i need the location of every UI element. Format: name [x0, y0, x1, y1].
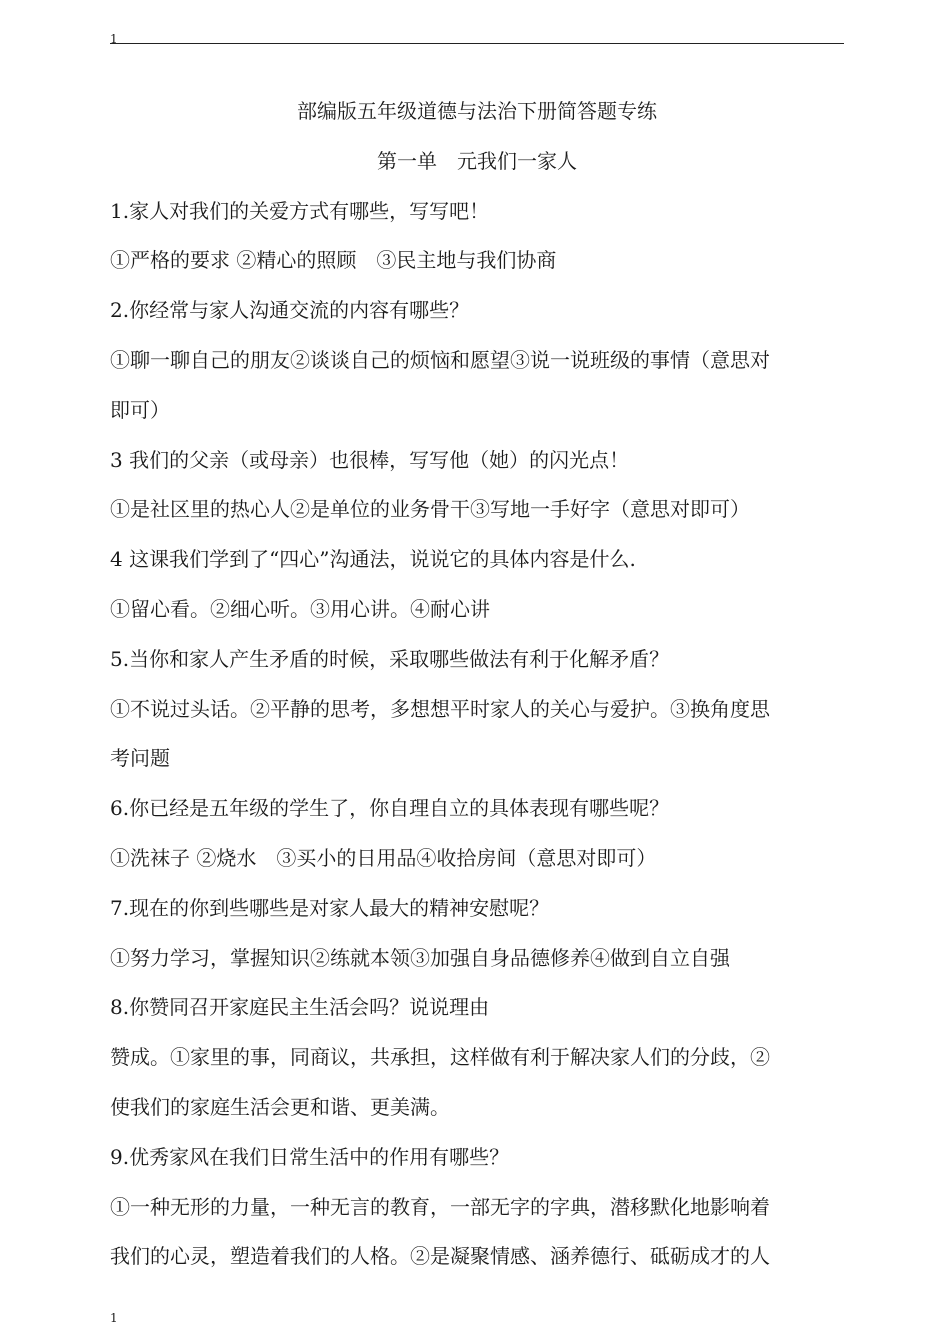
answer-2-line-1: ①聊一聊自己的朋友②谈谈自己的烦恼和愿望③说一说班级的事情（意思对 — [110, 347, 770, 372]
answer-9-line-1: ①一种无形的力量，一种无言的教育，一部无字的字典，潜移默化地影响着 — [110, 1194, 770, 1219]
answer-2-line-2: 即可） — [110, 397, 170, 422]
answer-4: ①留心看。②细心听。③用心讲。④耐心讲 — [110, 596, 490, 621]
answer-7: ①努力学习，掌握知识②练就本领③加强自身品德修养④做到自立自强 — [110, 945, 730, 970]
header-rule — [110, 43, 844, 44]
answer-5-line-2: 考问题 — [110, 746, 170, 771]
question-6: 6.你已经是五年级的学生了，你自理自立的具体表现有哪些呢？ — [110, 796, 670, 821]
footer-page-number: 1 — [110, 1311, 118, 1325]
answer-5-line-1: ①不说过头话。②平静的思考，多想想平时家人的关心与爱护。③换角度思 — [110, 696, 770, 721]
question-2: 2.你经常与家人沟通交流的内容有哪些？ — [110, 298, 470, 323]
question-1: 1.家人对我们的关爱方式有哪些，写写吧！ — [110, 198, 490, 223]
unit-heading: 第一单 元我们一家人 — [377, 148, 577, 173]
header-page-number: 1 — [110, 32, 118, 46]
question-7: 7.现在的你到些哪些是对家人最大的精神安慰呢？ — [110, 895, 550, 920]
answer-1: ①严格的要求 ②精心的照顾 ③民主地与我们协商 — [110, 248, 557, 273]
answer-6: ①洗袜子 ②烧水 ③买小的日用品④收拾房间（意思对即可） — [110, 845, 657, 870]
question-4: 4 这课我们学到了“四心”沟通法，说说它的具体内容是什么. — [110, 547, 636, 572]
answer-9-line-2: 我们的心灵，塑造着我们的人格。②是凝聚情感、涵养德行、砥砺成才的人 — [110, 1244, 770, 1269]
answer-3: ①是社区里的热心人②是单位的业务骨干③写地一手好字（意思对即可） — [110, 497, 750, 522]
answer-8-line-2: 使我们的家庭生活会更和谐、更美满。 — [110, 1094, 450, 1119]
question-8: 8.你赞同召开家庭民主生活会吗？说说理由 — [110, 995, 490, 1020]
question-9: 9.优秀家风在我们日常生活中的作用有哪些？ — [110, 1144, 510, 1169]
question-5: 5.当你和家人产生矛盾的时候，采取哪些做法有利于化解矛盾？ — [110, 646, 670, 671]
question-3: 3 我们的父亲（或母亲）也很棒，写写他（她）的闪光点！ — [110, 447, 630, 472]
document-title: 部编版五年级道德与法治下册简答题专练 — [297, 99, 657, 123]
document-body — [110, 87, 844, 1282]
answer-8-line-1: 赞成。①家里的事，同商议，共承担，这样做有利于解决家人们的分歧，② — [110, 1045, 770, 1070]
